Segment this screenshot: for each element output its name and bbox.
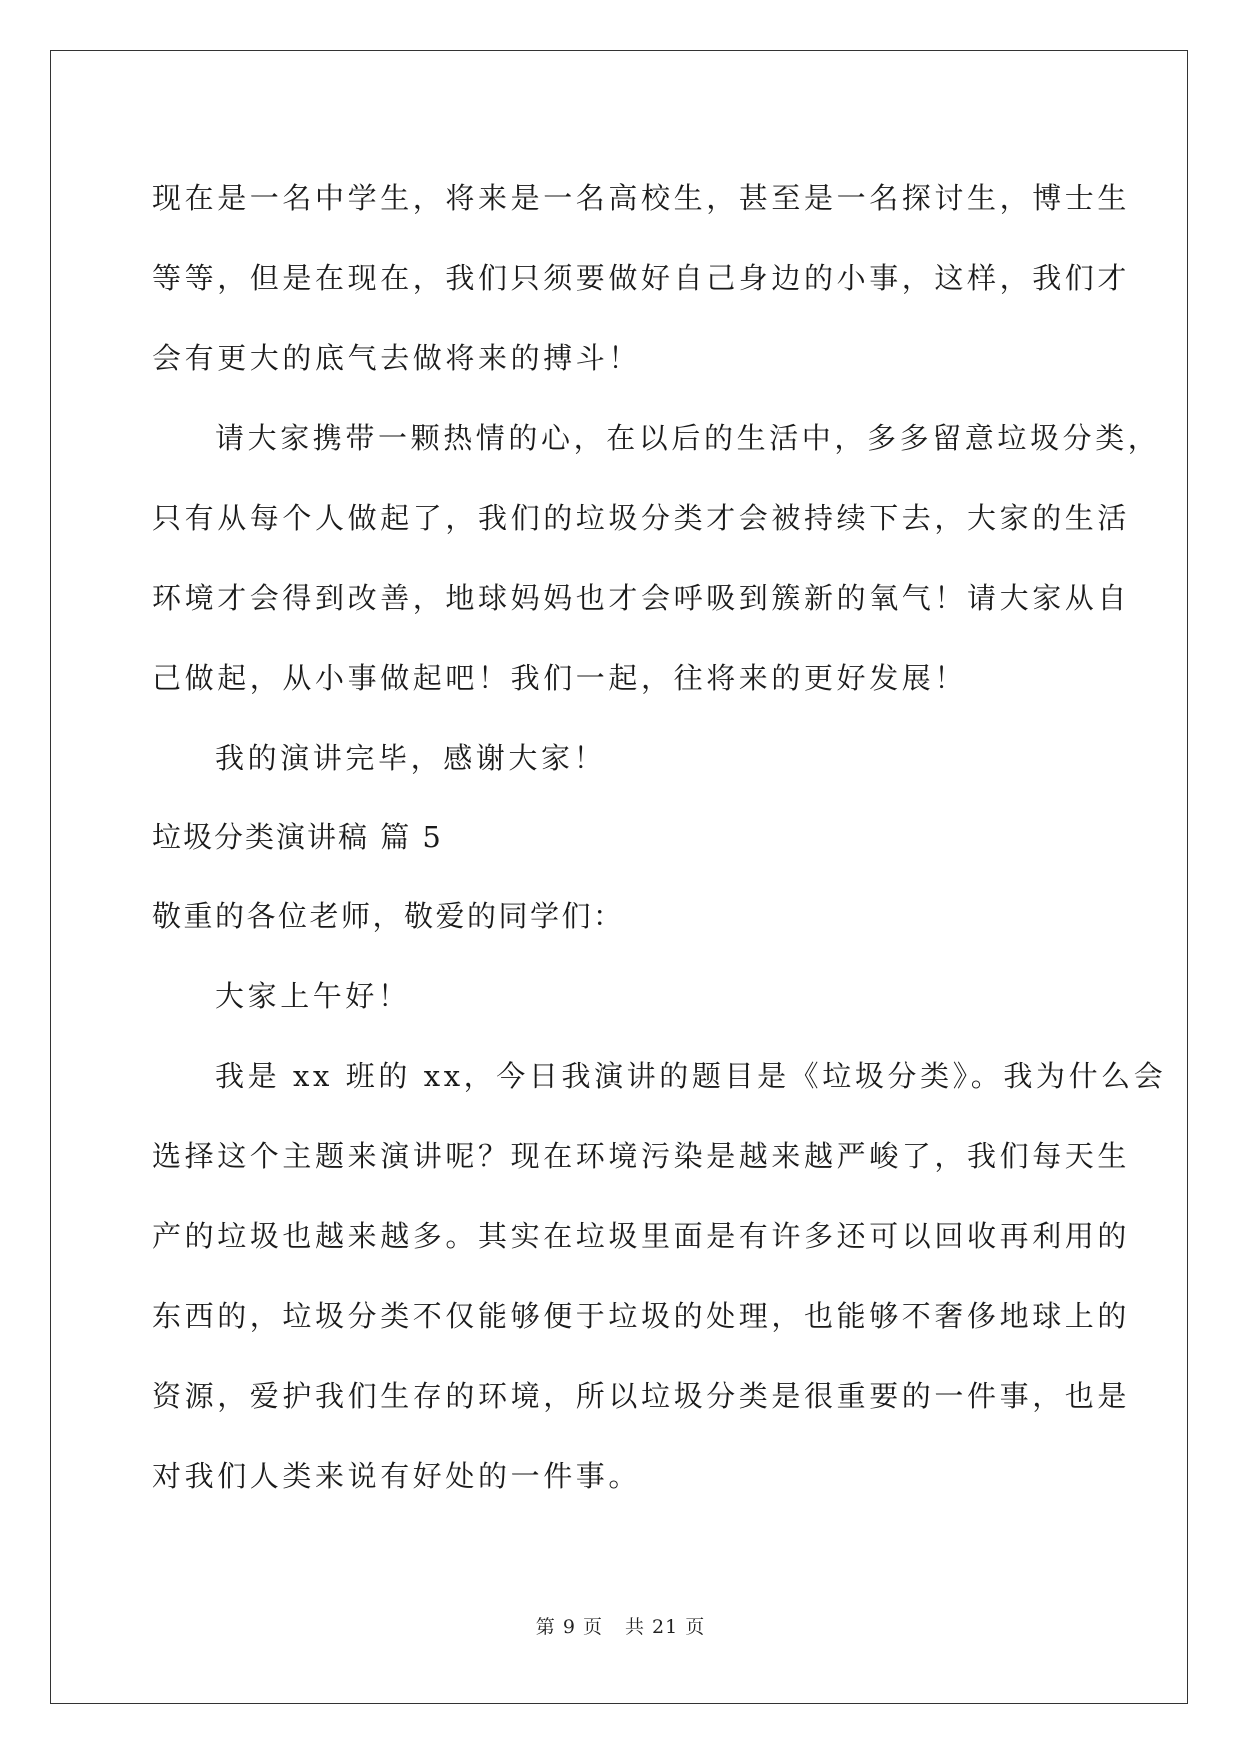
text-line: 环境才会得到改善，地球妈妈也才会呼吸到簇新的氧气！请大家从自 bbox=[152, 581, 1131, 615]
text-line: 现在是一名中学生，将来是一名高校生，甚至是一名探讨生，博士生 bbox=[152, 181, 1131, 215]
page-number: 第 9 页 bbox=[535, 1616, 603, 1638]
text-line: 资源，爱护我们生存的环境，所以垃圾分类是很重要的一件事，也是 bbox=[152, 1379, 1131, 1413]
text-line: 会有更大的底气去做将来的搏斗！ bbox=[152, 341, 642, 375]
page-footer bbox=[0, 1612, 1241, 1639]
text-line: 己做起，从小事做起吧！我们一起，往将来的更好发展！ bbox=[152, 661, 968, 695]
text-line: 请大家携带一颗热情的心，在以后的生活中，多多留意垃圾分类， bbox=[215, 421, 1161, 455]
salutation-line: 敬重的各位老师，敬爱的同学们： bbox=[152, 899, 625, 933]
text-line: 选择这个主题来演讲呢？现在环境污染是越来越严峻了，我们每天生 bbox=[152, 1139, 1131, 1173]
section-title: 垃圾分类演讲稿 篇 5 bbox=[152, 820, 443, 854]
text-line: 等等，但是在现在，我们只须要做好自己身边的小事，这样，我们才 bbox=[152, 261, 1131, 295]
page-total: 共 21 页 bbox=[624, 1616, 706, 1638]
text-line: 对我们人类来说有好处的一件事。 bbox=[152, 1459, 642, 1493]
text-line: 产的垃圾也越来越多。其实在垃圾里面是有许多还可以回收再利用的 bbox=[152, 1219, 1131, 1253]
text-line: 我是 xx 班的 xx，今日我演讲的题目是《垃圾分类》。我为什么会 bbox=[215, 1059, 1167, 1093]
document-body bbox=[152, 158, 1167, 1516]
closing-line: 我的演讲完毕，感谢大家！ bbox=[215, 741, 607, 775]
greeting-line: 大家上午好！ bbox=[215, 979, 411, 1013]
text-line: 只有从每个人做起了，我们的垃圾分类才会被持续下去，大家的生活 bbox=[152, 501, 1131, 535]
text-line: 东西的，垃圾分类不仅能够便于垃圾的处理，也能够不奢侈地球上的 bbox=[152, 1299, 1131, 1333]
